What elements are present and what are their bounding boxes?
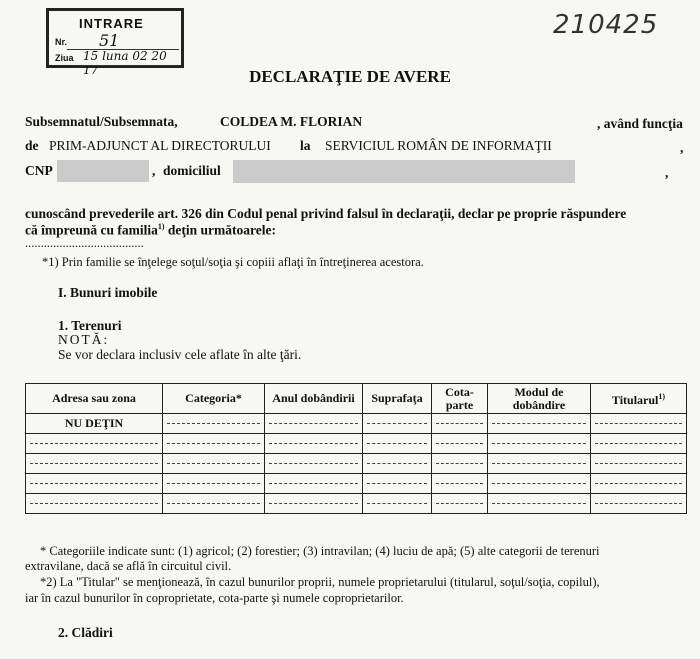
table-row bbox=[26, 494, 687, 514]
table-cell bbox=[488, 414, 591, 434]
table-cell bbox=[363, 434, 432, 454]
dashed-line bbox=[436, 483, 483, 484]
dashed-line bbox=[30, 483, 158, 484]
table-cell bbox=[26, 494, 163, 514]
function-value: PRIM-ADJUNCT AL DIRECTORULUI bbox=[49, 138, 271, 153]
table-cell bbox=[432, 414, 488, 434]
table-cell bbox=[26, 474, 163, 494]
dashed-line bbox=[492, 503, 586, 504]
table-cell bbox=[591, 434, 687, 454]
table-cell bbox=[363, 494, 432, 514]
declaration-line2-end: deţin următoarele: bbox=[164, 222, 277, 238]
titular-note-cont: iar în cazul bunurilor în coproprietate, cota-parte şi numele coproprietarilor. bbox=[25, 591, 404, 605]
table-row bbox=[26, 474, 687, 494]
stamp-nr-label: Nr. bbox=[55, 37, 68, 47]
table-cell bbox=[488, 454, 591, 474]
section-title: I. Bunuri imobile bbox=[58, 285, 158, 300]
col-owner-label: Titularul bbox=[611, 393, 659, 407]
table-cell bbox=[488, 434, 591, 454]
categories-note: * Categoriile indicate sunt: (1) agricol; (2) forestier; (3) intravilan; (4) luciu de apă; (5) alte categorii de terenuri bbox=[40, 544, 600, 558]
table-cell bbox=[265, 414, 363, 434]
cnp-redacted bbox=[57, 160, 149, 182]
registration-stamp bbox=[46, 8, 184, 77]
dashed-line bbox=[492, 463, 586, 464]
table-cell bbox=[26, 434, 163, 454]
col-year: Anul dobândirii bbox=[265, 384, 363, 414]
dashed-line bbox=[167, 443, 260, 444]
categories-note-cont: extravilane, dacă se află în circuitul civil. bbox=[25, 559, 232, 573]
col-area: Suprafaţa bbox=[363, 384, 432, 414]
cnp-label: CNP bbox=[25, 163, 53, 178]
dashed-line bbox=[595, 463, 682, 464]
address-redacted bbox=[233, 160, 575, 183]
table-cell bbox=[591, 494, 687, 514]
col-address: Adresa sau zona bbox=[26, 384, 163, 414]
de-label: de bbox=[25, 138, 39, 153]
table-row bbox=[26, 414, 687, 434]
table-cell bbox=[488, 494, 591, 514]
subsection-title: 2. Clădiri bbox=[58, 625, 113, 640]
stamp-date: 15 luna 02 20 17 bbox=[83, 49, 167, 77]
comma: , bbox=[152, 163, 156, 178]
dashed-line bbox=[595, 423, 682, 424]
dashed-line bbox=[436, 423, 483, 424]
table-cell bbox=[265, 454, 363, 474]
handwritten-number: 210425 bbox=[553, 10, 659, 40]
dashed-line bbox=[167, 483, 260, 484]
table-body bbox=[26, 414, 687, 514]
declarant-name: COLDEA M. FLORIAN bbox=[220, 114, 363, 129]
dashed-line bbox=[595, 503, 682, 504]
land-table bbox=[25, 383, 687, 514]
declaration-line2-text: că împreună cu familia bbox=[25, 222, 158, 238]
table-row bbox=[26, 434, 687, 454]
table-cell: NU DEŢIN bbox=[26, 414, 163, 434]
dashed-line bbox=[492, 443, 586, 444]
table-cell bbox=[163, 494, 265, 514]
dashed-line bbox=[436, 503, 483, 504]
dashed-line bbox=[367, 503, 427, 504]
nota-text: Se vor declara inclusiv cele aflate în alte ţări. bbox=[58, 347, 302, 362]
dotted-line: ...................................... bbox=[25, 236, 144, 250]
table-cell bbox=[265, 494, 363, 514]
table-cell bbox=[26, 454, 163, 474]
dashed-line bbox=[269, 483, 358, 484]
dashed-line bbox=[595, 443, 682, 444]
table-cell bbox=[363, 474, 432, 494]
col-share: Cota-parte bbox=[432, 384, 488, 414]
table-cell bbox=[363, 454, 432, 474]
dashed-line bbox=[269, 503, 358, 504]
dashed-line bbox=[367, 463, 427, 464]
declaration-line1: cunoscând prevederile art. 326 din Codul penal privind falsul în declaraţii, declar pe proprie răspundere bbox=[25, 206, 627, 221]
dashed-line bbox=[436, 463, 483, 464]
function-suffix: , având funcţia bbox=[597, 116, 683, 131]
dashed-line bbox=[269, 443, 358, 444]
table-cell bbox=[432, 474, 488, 494]
table-cell bbox=[432, 434, 488, 454]
dashed-line bbox=[367, 443, 427, 444]
table-row bbox=[26, 454, 687, 474]
table-cell bbox=[432, 494, 488, 514]
subsection-title: 1. Terenuri bbox=[58, 318, 122, 333]
stamp-date-label: Ziua bbox=[55, 53, 74, 63]
col-category: Categoria* bbox=[163, 384, 265, 414]
table-cell bbox=[265, 434, 363, 454]
titular-note: *2) La "Titular" se menţionează, în cazul bunurilor proprii, numele proprietarului (titularul, soţul/soţia, copilul), bbox=[40, 575, 600, 589]
footnote-family: *1) Prin familie se înţelege soţul/soţia şi copiii aflaţi în întreţinerea acestora. bbox=[42, 255, 424, 269]
nota-label: NOTĂ: bbox=[58, 332, 110, 347]
owner-footnote-marker: 1) bbox=[658, 392, 666, 401]
table-cell bbox=[591, 474, 687, 494]
dashed-line bbox=[30, 443, 158, 444]
institution-value: SERVICIUL ROMÂN DE INFORMAŢII bbox=[325, 138, 552, 153]
table-cell bbox=[432, 454, 488, 474]
col-acquisition: Modul de dobândire bbox=[488, 384, 591, 414]
dashed-line bbox=[492, 423, 586, 424]
subsemnatul-label: Subsemnatul/Subsemnata, bbox=[25, 114, 178, 129]
table-cell bbox=[163, 454, 265, 474]
dashed-line bbox=[367, 483, 427, 484]
dashed-line bbox=[269, 463, 358, 464]
dashed-line bbox=[269, 423, 358, 424]
stamp-title: INTRARE bbox=[79, 16, 144, 31]
dashed-line bbox=[492, 483, 586, 484]
dashed-line bbox=[167, 463, 260, 464]
table-cell bbox=[363, 414, 432, 434]
table-cell bbox=[265, 474, 363, 494]
table-cell bbox=[591, 414, 687, 434]
dashed-line bbox=[367, 423, 427, 424]
dashed-line bbox=[30, 503, 158, 504]
table-cell bbox=[488, 474, 591, 494]
dashed-line bbox=[436, 443, 483, 444]
comma: , bbox=[665, 165, 669, 180]
stamp-underline bbox=[79, 65, 179, 66]
footnote-marker: 1) bbox=[157, 222, 165, 231]
domiciliu-label: domiciliul bbox=[163, 163, 221, 178]
table-cell bbox=[163, 434, 265, 454]
dashed-line bbox=[167, 423, 260, 424]
table-cell bbox=[163, 474, 265, 494]
col-owner bbox=[591, 384, 687, 414]
table-cell bbox=[591, 454, 687, 474]
dashed-line bbox=[595, 483, 682, 484]
dashed-line bbox=[30, 463, 158, 464]
la-label: la bbox=[300, 138, 311, 153]
table-cell bbox=[163, 414, 265, 434]
table-header-row bbox=[26, 384, 687, 414]
comma: , bbox=[680, 140, 684, 155]
stamp-number: 51 bbox=[99, 31, 120, 50]
document-title: DECLARAŢIE DE AVERE bbox=[249, 67, 451, 86]
dashed-line bbox=[167, 503, 260, 504]
